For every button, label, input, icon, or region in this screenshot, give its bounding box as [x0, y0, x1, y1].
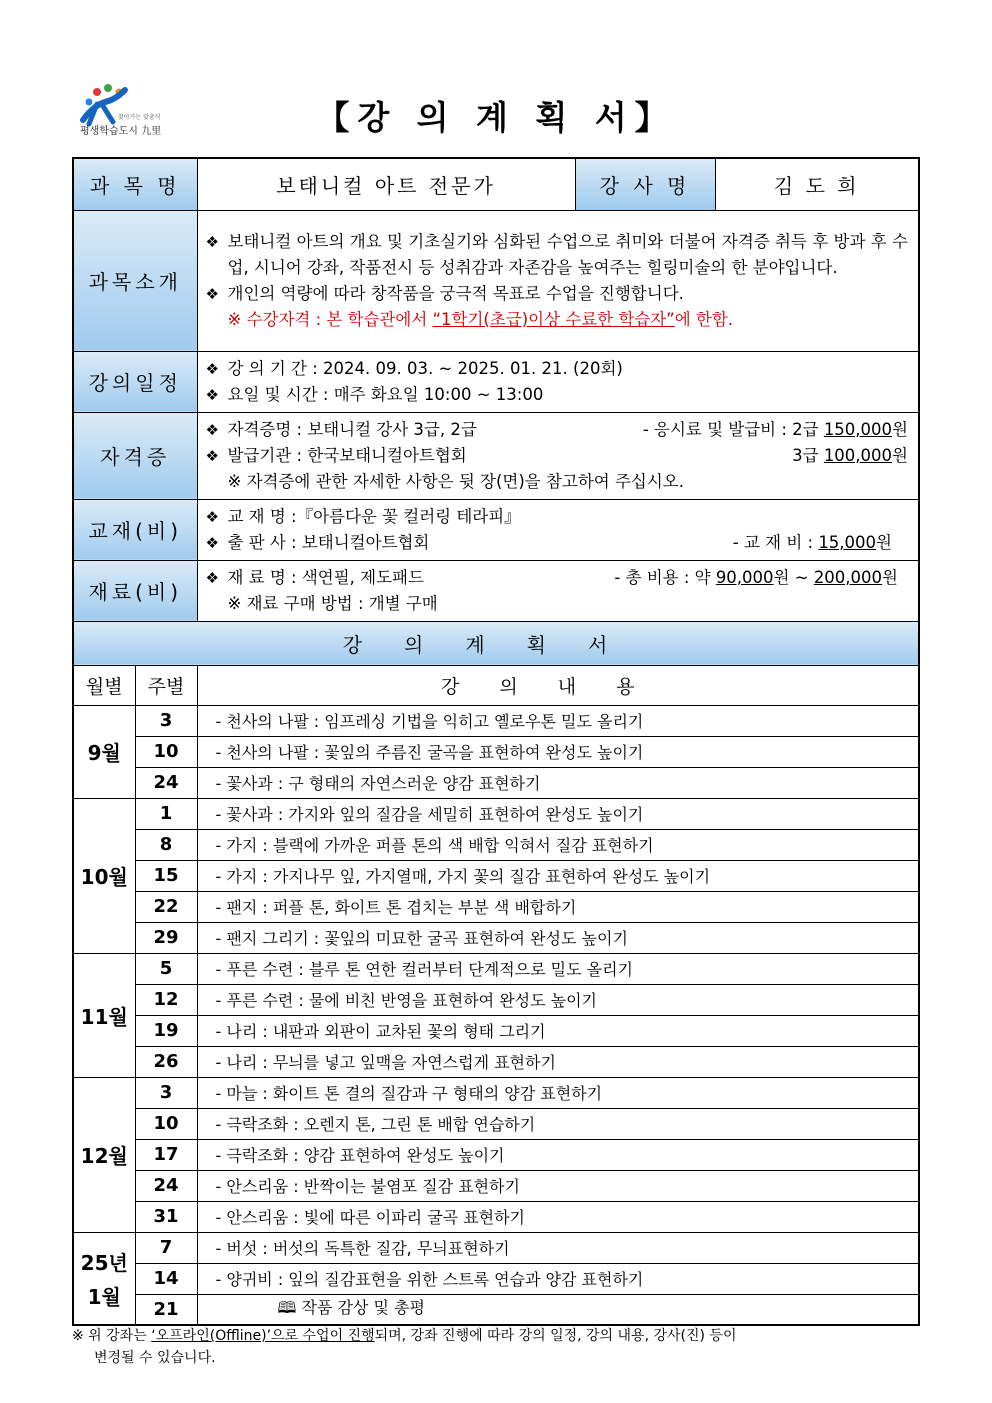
logo-name: 평생학습도시 九里 [80, 126, 162, 137]
fee-2-unit: 원 [892, 419, 908, 439]
materials-content [197, 560, 919, 621]
week-cell: 24 [135, 1170, 197, 1201]
materials-note: ※ 재료 구매 방법 : 개별 구매 [227, 593, 438, 613]
certificate-content [197, 412, 919, 499]
week-cell: 12 [135, 984, 197, 1015]
materials-cost-max: 200,000 [813, 567, 883, 587]
lesson-cell: - 안스리움 : 반짝이는 불염포 질감 표현하기 [197, 1170, 919, 1201]
col-week-header: 주별 [135, 665, 197, 705]
col-content-header: 강의내용 [197, 665, 919, 705]
materials-cost [614, 565, 898, 591]
intro-bullet: ❖ 개인의 역량에 따라 창작품을 궁극적 목표로 수업을 진행합니다. [206, 281, 909, 307]
lesson-cell: - 꽃사과 : 가지와 잎의 질감을 세밀히 표현하여 완성도 높이기 [197, 798, 919, 829]
certificate-fee-2 [643, 417, 908, 443]
schedule-label: 강의일정 [73, 351, 197, 412]
fee-3-value: 100,000 [823, 445, 893, 465]
textbook-label: 교재(비) [73, 499, 197, 560]
plan-section-header: 강의계획서 [73, 621, 919, 665]
logo-tagline: 찾아가는 맞춤식 [118, 114, 161, 121]
materials-cost-min: 90,000 [715, 567, 774, 587]
lesson-cell: - 천사의 나팔 : 임프레싱 기법을 익히고 옐로우톤 밀도 올리기 [197, 705, 919, 736]
week-cell: 26 [135, 1046, 197, 1077]
certificate-label: 자격증 [73, 412, 197, 499]
textbook-cost-unit: 원 [876, 532, 892, 552]
page-title: 【강 의 계 획 서】 [316, 98, 676, 137]
lesson-cell: - 팬지 그리기 : 꽃잎의 미묘한 굴곡 표현하여 완성도 높이기 [197, 922, 919, 953]
lesson-cell: - 극락조화 : 양감 표현하여 완성도 높이기 [197, 1139, 919, 1170]
week-cell: 14 [135, 1263, 197, 1294]
footer-line2: 변경될 수 있습니다. [94, 1350, 216, 1366]
eligibility-highlight: “1학기(초급)이상 수료한 학습자” [432, 309, 675, 329]
lesson-cell: - 푸른 수련 : 물에 비친 반영을 표현하여 완성도 높이기 [197, 984, 919, 1015]
lesson-cell: 🕮 작품 감상 및 총평 [197, 1294, 919, 1325]
fee-label: - 응시료 및 발급비 : 2급 [642, 419, 824, 439]
week-cell: 10 [135, 736, 197, 767]
lesson-cell: - 푸른 수련 : 블루 톤 연한 컬러부터 단계적으로 밀도 올리기 [197, 953, 919, 984]
materials-cost-label: - 총 비용 : 약 [614, 567, 716, 587]
lesson-cell: - 가지 : 블랙에 가까운 퍼플 톤의 색 배합 익혀서 질감 표현하기 [197, 829, 919, 860]
lesson-cell: - 가지 : 가지나무 잎, 가지열매, 가지 꽃의 질감 표현하여 완성도 높이기 [197, 860, 919, 891]
lesson-cell: - 나리 : 내판과 외판이 교차된 꽃의 형태 그리기 [197, 1015, 919, 1046]
textbook-cost-value: 15,000 [818, 532, 877, 552]
footer-prefix: ※ 위 강좌는 [72, 1328, 152, 1344]
intro-label: 과목소개 [73, 210, 197, 351]
month-cell: 25년 1월 [73, 1232, 135, 1325]
textbook-cost-label: - 교 재 비 : [732, 532, 819, 552]
lesson-cell: - 극락조화 : 오렌지 톤, 그린 톤 배합 연습하기 [197, 1108, 919, 1139]
fee-3-label: 3급 [792, 445, 824, 465]
materials-cost-sep: 원 ~ [773, 567, 814, 587]
col-month-header: 월별 [73, 665, 135, 705]
week-cell: 1 [135, 798, 197, 829]
week-cell: 15 [135, 860, 197, 891]
subject-value: 보태니컬 아트 전문가 [197, 158, 575, 210]
week-cell: 7 [135, 1232, 197, 1263]
month-cell: 11월 [73, 953, 135, 1077]
intro-content [197, 210, 919, 351]
intro-bullet: ❖ 보태니컬 아트의 개요 및 기초실기와 심화된 수업으로 취미와 더불어 자격증 취득 후 방과 후 수업, 시니어 강좌, 작품전시 등 성취감과 자존감을 높여주는 힐링미술의 한 분야입니다. [206, 229, 909, 281]
lesson-cell: - 꽃사과 : 구 형태의 자연스러운 양감 표현하기 [197, 767, 919, 798]
schedule-period: ❖ 강 의 기 간 : 2024. 09. 03. ~ 2025. 01. 21. (20회) [206, 356, 909, 382]
textbook-publisher: ❖ 출 판 사 : 보태니컬아트협회 [206, 530, 430, 556]
footer-suffix: 되며, 강좌 진행에 따라 강의 일정, 강의 내용, 강사(진) 등이 [374, 1328, 737, 1344]
fee-2-value: 150,000 [823, 419, 893, 439]
materials-cost-unit: 원 [882, 567, 898, 587]
week-cell: 21 [135, 1294, 197, 1325]
eligibility-suffix: 에 한함. [674, 309, 734, 329]
textbook-cost [733, 530, 892, 556]
materials-name: ❖ 재 료 명 : 색연필, 제도패드 [206, 565, 424, 591]
week-cell: 8 [135, 829, 197, 860]
lesson-cell: - 팬지 : 퍼플 톤, 화이트 톤 겹치는 부분 색 배합하기 [197, 891, 919, 922]
certificate-name: ❖ 자격증명 : 보태니컬 강사 3급, 2급 [206, 417, 477, 443]
week-cell: 19 [135, 1015, 197, 1046]
week-cell: 3 [135, 1077, 197, 1108]
plan-table [72, 157, 920, 1326]
fee-3-unit: 원 [892, 445, 908, 465]
footer-offline: ‘오프라인(Offline)’으로 수업이 진행 [151, 1328, 375, 1344]
week-cell: 24 [135, 767, 197, 798]
month-cell: 12월 [73, 1077, 135, 1232]
lesson-cell: - 양귀비 : 잎의 질감표현을 위한 스트록 연습과 양감 표현하기 [197, 1263, 919, 1294]
certificate-issuer: ❖ 발급기관 : 한국보태니컬아트협회 [206, 443, 467, 469]
lesson-cell: - 나리 : 무늬를 넣고 잎맥을 자연스럽게 표현하기 [197, 1046, 919, 1077]
month-cell: 10월 [73, 798, 135, 953]
instructor-value: 김 도 희 [715, 158, 919, 210]
week-cell: 22 [135, 891, 197, 922]
instructor-label: 강 사 명 [575, 158, 715, 210]
schedule-content [197, 351, 919, 412]
subject-label: 과 목 명 [73, 158, 197, 210]
week-cell: 31 [135, 1201, 197, 1232]
week-cell: 29 [135, 922, 197, 953]
materials-label: 재료(비) [73, 560, 197, 621]
lesson-cell: - 안스리움 : 빛에 따른 이파리 굴곡 표현하기 [197, 1201, 919, 1232]
lesson-cell: - 마늘 : 화이트 톤 결의 질감과 구 형태의 양감 표현하기 [197, 1077, 919, 1108]
week-cell: 5 [135, 953, 197, 984]
lesson-cell: - 버섯 : 버섯의 독특한 질감, 무늬표현하기 [197, 1232, 919, 1263]
week-cell: 10 [135, 1108, 197, 1139]
eligibility-prefix: ※ 수강자격 : 본 학습관에서 [227, 309, 433, 329]
footer-note [72, 1325, 922, 1369]
textbook-name: ❖ 교 재 명 :『아름다운 꽃 컬러링 테라피』 [206, 504, 909, 530]
textbook-content [197, 499, 919, 560]
month-cell: 9월 [73, 705, 135, 798]
certificate-fee-3 [792, 443, 908, 469]
certificate-note: ※ 자격증에 관한 자세한 사항은 뒷 장(면)을 참고하여 주십시오. [227, 471, 684, 491]
week-cell: 17 [135, 1139, 197, 1170]
lesson-cell: - 천사의 나팔 : 꽃잎의 주름진 굴곡을 표현하여 완성도 높이기 [197, 736, 919, 767]
schedule-time: ❖ 요일 및 시간 : 매주 화요일 10:00 ~ 13:00 [206, 382, 909, 408]
eligibility-note [206, 307, 909, 333]
week-cell: 3 [135, 705, 197, 736]
